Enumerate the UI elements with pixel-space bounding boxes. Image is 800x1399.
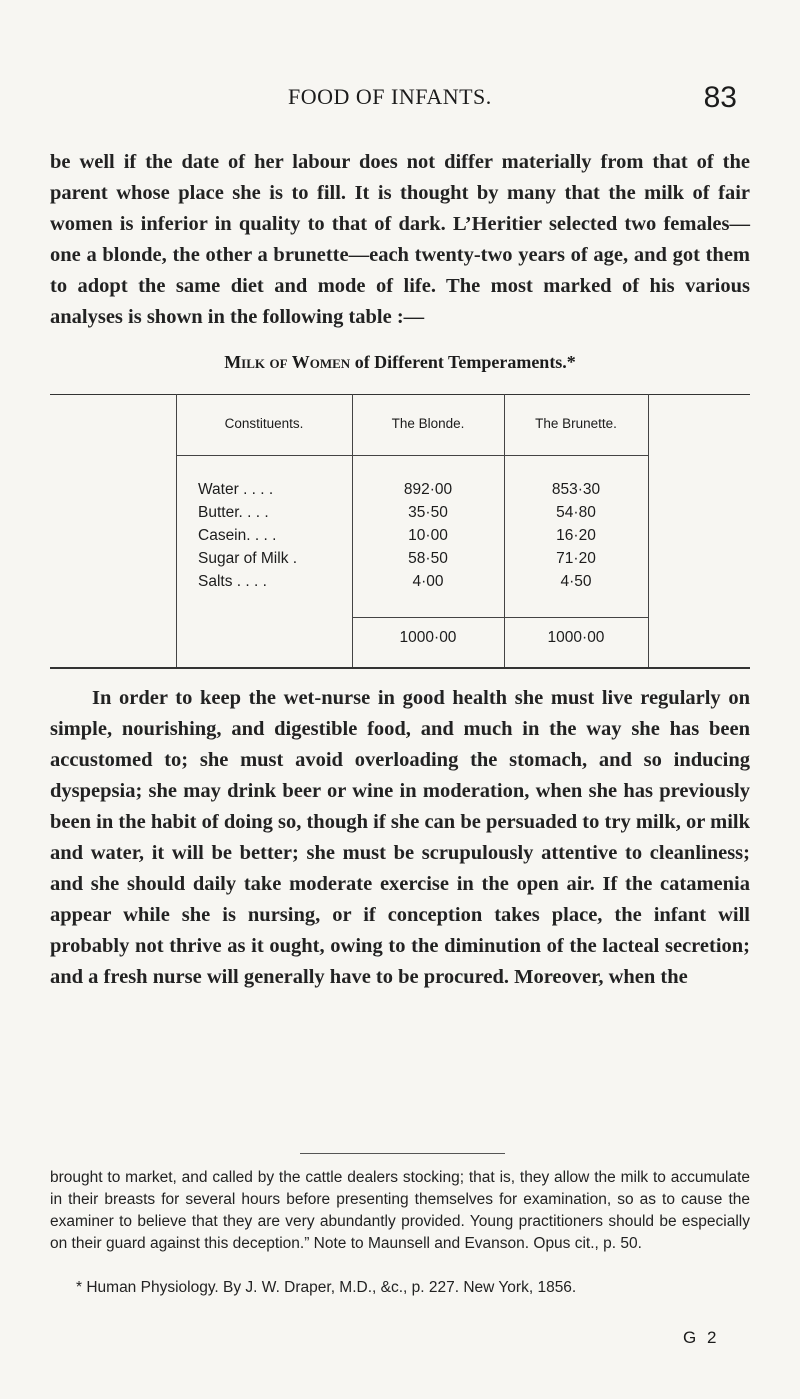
row-blonde: 892·00 [403,481,453,498]
footnote-continued: brought to market, and called by the cattle dealers stocking; that is, they allow the milk to accumulate in their breasts for several hours before presenting themselves for examination, so as to cause the examiner to believe that they are very abundantly provided. Young practitioners should be especially on their guard against this deception.” Note to Maunsell and Evanson. Opus cit., p. 50. [50,1169,750,1252]
row-brunette: 54·80 [556,504,596,521]
row-brunette: 853·30 [551,481,601,498]
caption-main: Milk of Women [224,352,351,372]
header-rule [176,455,648,456]
caption-rest: of Different Temperaments.* [354,352,576,372]
footnote-separator [300,1153,505,1154]
row-brunette: 4·50 [560,573,592,590]
page-header [0,81,800,124]
table-caption [0,352,800,373]
table-divider [176,394,177,669]
row-name: Water . . . . [198,481,274,498]
signature-mark: G 2 [683,1328,720,1347]
row-blonde: 10·00 [408,527,448,544]
paragraph-2: In order to keep the wet-nurse in good health she must live regularly on simple, nourishing, and digestible food, and much in the way she has been accustomed to; she must avoid overloading the stomach, and so inducing dyspepsia; she may drink beer or wine in moderation, when she has previously been in the habit of doing so, though if she can be persuaded to try milk, or milk and water, it will be better; she must be scrupulously attentive to cleanliness; and she should daily take moderate exercise in the open air. If the catamenia appear while she is nursing, or if conception takes place, the infant will probably not thrive as it ought, owing to the diminution of the lacteal secretion; and a fresh nurse will generally have to be procured. Moreover, when the [50,687,750,988]
row-name: Butter. . . . [198,504,269,521]
row-blonde: 35·50 [408,504,448,521]
row-brunette: 16·20 [556,527,596,544]
table-top-rule [50,394,750,395]
table-divider [648,394,649,669]
row-brunette: 71·20 [556,550,596,567]
table-bottom-rule [50,667,750,669]
row-blonde: 4·00 [412,573,444,590]
header-blonde: The Blonde. [391,416,465,431]
total-brunette: 1000·00 [547,629,605,646]
sum-rule [352,617,648,618]
row-name: Casein. . . . [198,527,277,544]
row-name: Salts . . . . [198,573,267,590]
page-number: 83 [703,81,737,114]
row-name: Sugar of Milk . [198,550,298,567]
header-brunette: The Brunette. [535,416,617,431]
running-title: FOOD OF INFANTS. [288,84,492,109]
total-blonde: 1000·00 [399,629,457,646]
paragraph-1: be well if the date of her labour does not differ materially from that of the parent whose place she is to fill. It is thought by many that the milk of fair women is inferior in quality to that of dark. L’Heritier selected two females—one a blonde, the other a brunette—each twenty-two years of age, and got them to adopt the same diet and mode of life. The most marked of his various analyses is shown in the following table :— [50,151,750,328]
footnote-draper: * Human Physiology. By J. W. Draper, M.D., &c., p. 227. New York, 1856. [76,1279,577,1296]
milk-composition-table [50,394,750,669]
row-blonde: 58·50 [408,550,448,567]
header-constituents: Constituents. [224,416,304,431]
